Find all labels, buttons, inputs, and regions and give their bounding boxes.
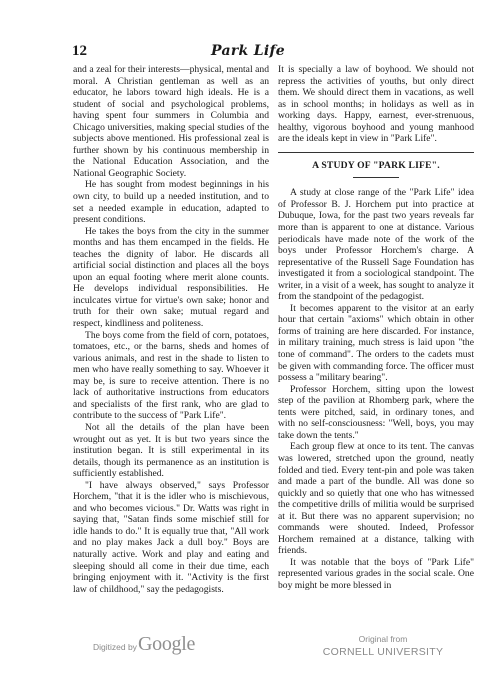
paragraph: It was notable that the boys of "Park Life" represented various grades in the social scale. One boy might be more blessed in bbox=[278, 556, 474, 591]
paragraph: Professor Horchem, sitting upon the lowest step of the pavilion at Rhomberg park, where the tents were pitched, said, in ordinary tones, and with no self-consciousness: "Well, boys, you may take down the tents." bbox=[278, 383, 474, 441]
section-title-underline bbox=[353, 177, 399, 178]
original-from-text: Original from bbox=[358, 634, 408, 644]
institution-name: CORNELL UNIVERSITY bbox=[322, 646, 444, 658]
paragraph: He takes the boys from the city in the summer months and has them encamped in the fields. He teaches the dignity of labor. He discards all artificial social distinction and places all the boys upon an equal footing where merit alone counts. He develops individual responsibilities. He inculcates virtue for virtue's own sake; honor and truth for their own sake; mutual regard and respect, kindliness and politeness. bbox=[73, 225, 269, 330]
right-column bbox=[278, 64, 474, 592]
scan-footer bbox=[0, 632, 496, 664]
left-column bbox=[73, 64, 269, 595]
paragraph: and a zeal for their interests—physical, mental and moral. A Christian gentleman as well as an educator, he labors toward high ideals. He is a student of social and psychological problems, having spent four summers in Columbia and Chicago universities, making special studies of the subjects above mentioned. His professional zeal is further shown by his continuous membership in the National Education Association, and the National Geographic Society. bbox=[73, 64, 269, 179]
paragraph: It becomes apparent to the visitor at an early hour that certain "axioms" which obtain in other forms of training are here discarded. For instance, in military training, much stress is laid upon "the tone of command". The orders to the cadets must be given with commanding force. The officer must possess a "military bearing". bbox=[278, 302, 474, 384]
section-title: A STUDY OF "PARK LIFE". bbox=[312, 159, 440, 171]
paragraph: He has sought from modest beginnings in his own city, to build up a needed institution, and to set a needed example in education, adapted to present conditions. bbox=[73, 179, 269, 226]
section-divider bbox=[278, 152, 474, 153]
paragraph: The boys come from the field of corn, potatoes, tomatoes, etc., or the barns, sheds and homes of various animals, and rest in the shade to listen to men who have really something to say. Whoever it may be, is sure to receive attention. There is no lack of authoritative instructions from educators and specialists of the first rank, who are glad to contribute to the success of "Park Life". bbox=[73, 329, 269, 422]
paragraph: A study at close range of the "Park Life" idea of Professor B. J. Horchem put into practice at Dubuque, Iowa, for the past two years reveals far more than is apparent to one at distance. Various periodicals have made note of the work of the boys under Professor Horchem's charge. A representative of the Russell Sage Foundation has investigated it from a sociological standpoint. The writer, in a visit of a week, has sought to analyze it from the standpoint of the pedagogist. bbox=[278, 187, 474, 303]
digitized-by-text: Digitized by bbox=[93, 642, 137, 652]
paragraph: Each group flew at once to its tent. The canvas was lowered, stretched upon the ground, neatly folded and tied. Every tent-pin and pole was taken and made a part of the bundle. All was done so quickly and so quietly that one who has witnessed the competitive drills of militia would be surprised at it. But there was no apparent supervision; no commands were shouted. Indeed, Professor Horchem remained at a distance, talking with friends. bbox=[278, 441, 474, 557]
paragraph: Not all the details of the plan have been wrought out as yet. It is but two years since the institution began. It is still experimental in its details, though its permanence as an institution is sufficiently established. bbox=[73, 421, 269, 480]
running-title: Park Life bbox=[211, 43, 285, 59]
paragraph: It is specially a law of boyhood. We should not repress the activities of youths, but only direct them. We should direct them in vacations, as well as in school months; in holidays as well as in working days. Happy, earnest, ever-strenuous, healthy, vigorous boyhood and young manhood are the ideals kept in view in "Park Life". bbox=[278, 64, 474, 145]
google-logo: Google bbox=[138, 633, 196, 655]
page-number: 12 bbox=[72, 43, 87, 59]
paragraph: "I have always observed," says Professor Horchem, "that it is the idler who is mischievous, and who becomes vicious." Dr. Watts was right in saying that, "Satan finds some mischief still for idle hands to do." It is equally true that, "All work and no play makes Jack a dull boy." Boys are naturally active. Work and play and eating and sleeping should all come in their due time, each bringing enjoyment with it. "Activity is the first law of childhood," say the pedagogists. bbox=[73, 479, 269, 595]
